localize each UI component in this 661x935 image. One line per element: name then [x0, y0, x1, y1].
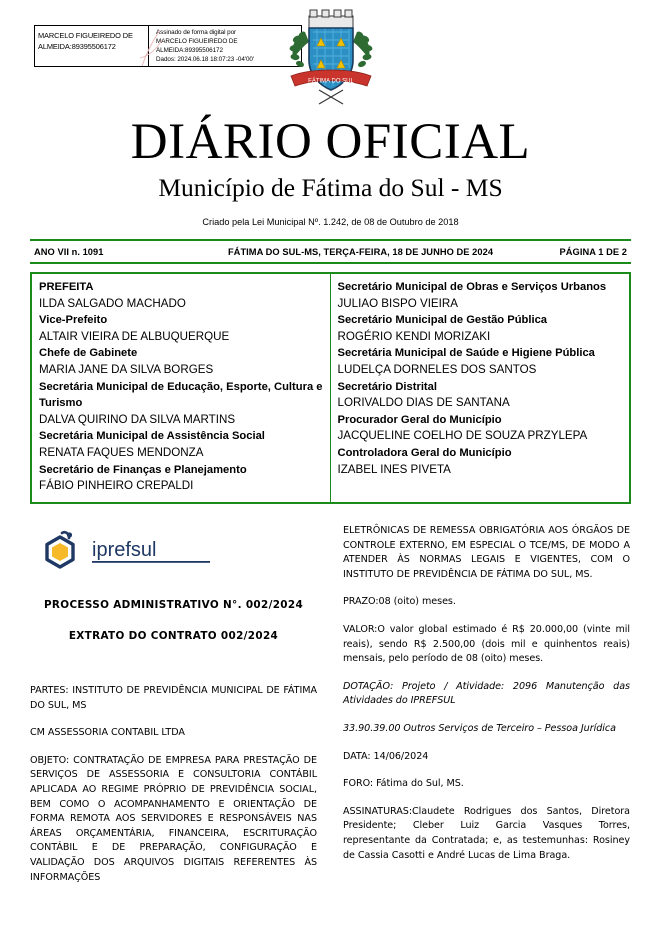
official-person: JULIAO BISPO VIEIRA — [337, 296, 458, 310]
masthead — [30, 114, 631, 229]
official-person: ROGÉRIO KENDI MORIZAKI — [337, 329, 491, 343]
officials-column-left — [32, 274, 331, 502]
official-person: MARIA JANE DA SILVA BORGES — [39, 362, 214, 376]
paragraph-assinaturas: ASSINATURAS:Claudete Rodrigues dos Santos, Diretora Presidente; Cleber Luiz Garcia Vasques Torres, representante da Contratada; e, as testemunhas: Rosiney de Cassia Casotti e André Lucas de Lima Braga. — [343, 805, 630, 861]
official-person: DALVA QUIRINO DA SILVA MARTINS — [39, 412, 236, 426]
municipal-coat-of-arms-icon — [283, 2, 379, 106]
signature-detail-line-1: Assinado de forma digital por — [156, 29, 237, 36]
paragraph-partes: PARTES: INSTITUTO DE PREVIDÊNCIA MUNICIPAL DE FÁTIMA DO SUL, MS — [30, 685, 317, 711]
official-role: Secretária Municipal de Saúde e Higiene Pública — [337, 347, 595, 360]
process-heading — [30, 598, 317, 644]
signature-divider — [148, 26, 149, 66]
process-heading-line-2: EXTRATO DO CONTRATO 002/2024 — [68, 630, 279, 642]
digital-signature-box — [34, 25, 302, 67]
official-person: FÁBIO PINHEIRO CREPALDI — [39, 479, 194, 493]
paragraph-valor: VALOR:O valor global estimado é R$ 20.000,00 (vinte mil reais), sendo R$ 2.500,00 (dois mil e quinhentos reais) mensais, pelo período de 08 (oito) meses. — [343, 623, 630, 665]
official-role: Procurador Geral do Município — [337, 413, 502, 426]
official-role: Secretária Municipal de Assistência Social — [39, 430, 265, 443]
signature-name-line-2: ALMEIDA:89395506172 — [38, 41, 116, 51]
paragraph-prazo: PRAZO:08 (oito) meses. — [343, 596, 456, 608]
paragraph-dotacao: DOTAÇÃO: Projeto / Atividade: 2096 Manutenção das Atividades do IPREFSUL — [343, 680, 630, 707]
crest-ribbon-text: FÁTIMA DO SUL — [307, 78, 354, 85]
signature-detail-line-2: MARCELO FIGUEIREDO DE — [156, 38, 238, 46]
masthead-subtitle: Município de Fátima do Sul - MS — [158, 173, 503, 202]
paragraph-data: DATA: 14/06/2024 — [343, 750, 429, 762]
iprefsul-logo — [30, 524, 317, 582]
officials-column-right — [331, 274, 630, 502]
page-indicator: PÁGINA 1 DE 2 — [559, 246, 627, 257]
official-person: RENATA FAQUES MENDONZA — [39, 445, 204, 459]
official-role: Secretária Municipal de Educação, Esporte, Cultura e Turismo — [39, 380, 323, 410]
official-role: PREFEITA — [39, 281, 94, 293]
iprefsul-hexagon-icon — [38, 529, 84, 577]
paragraph-objeto-continuacao: ELETRÔNICAS DE REMESSA OBRIGATÓRIA AOS ÓRGÃOS DE CONTROLE EXTERNO, EM ESPECIAL O TCE/MS, DE MODO A ATENDER ÀS NORMAS LEGAIS E VIGENTES, COM O INSTITUTO DE PREVIDÊNCIA DE FÁTIMA DO SUL, MS. — [343, 525, 630, 580]
content-column-right — [343, 524, 630, 898]
official-person: ALTAIR VIEIRA DE ALBUQUERQUE — [39, 329, 230, 343]
official-role: Secretário Distrital — [337, 380, 437, 393]
official-person: IZABEL INES PIVETA — [337, 462, 451, 476]
iprefsul-wordmark-text: iprefsul — [92, 539, 157, 561]
signature-detail-line-4: Dados: 2024.06.18 18:07:23 -04'00' — [156, 56, 255, 64]
content-column-left — [30, 524, 317, 898]
iprefsul-wordmark — [92, 536, 212, 570]
official-role: Chefe de Gabinete — [39, 347, 138, 360]
paragraph-elemento-despesa: 33.90.39.00 Outros Serviços de Terceiro – Pessoa Jurídica — [343, 722, 616, 734]
official-role: Secretário Municipal de Gestão Pública — [337, 314, 548, 327]
paragraph-foro: FORO: Fátima do Sul, MS. — [343, 778, 464, 790]
content-columns — [30, 524, 631, 898]
official-person: LORIVALDO DIAS DE SANTANA — [337, 396, 510, 410]
official-role: Controladora Geral do Município — [337, 446, 512, 459]
official-person: LUDELÇA DORNELES DOS SANTOS — [337, 362, 537, 376]
signature-detail-line-3: ALMEIDA:89395506172 — [156, 47, 223, 55]
signature-signer-name — [35, 26, 150, 66]
page-header — [30, 0, 631, 110]
issue-info-bar — [30, 239, 631, 264]
page-title: DIÁRIO OFICIAL — [130, 114, 531, 170]
process-heading-line-1: PROCESSO ADMINISTRATIVO N°. 002/2024 — [43, 599, 304, 611]
masthead-law-line: Criado pela Lei Municipal Nº. 1.242, de 08 de Outubro de 2018 — [202, 217, 459, 227]
signature-details — [156, 26, 254, 66]
official-role: Vice-Prefeito — [39, 314, 108, 327]
official-role: Secretário Municipal de Obras e Serviços Urbanos — [337, 281, 607, 293]
official-role: Secretário de Finanças e Planejamento — [39, 463, 247, 476]
official-person: ILDA SALGADO MACHADO — [39, 296, 186, 310]
official-person: JACQUELINE COELHO DE SOUZA PRZYLEPA — [337, 429, 588, 443]
issue-year-number: ANO VII n. 1091 — [34, 246, 104, 257]
officials-directory-box — [30, 272, 631, 504]
issue-city-date: FÁTIMA DO SUL-MS, TERÇA-FEIRA, 18 DE JUNHO DE 2024 — [227, 246, 494, 257]
paragraph-contratada: CM ASSESSORIA CONTABIL LTDA — [30, 727, 185, 739]
paragraph-objeto: OBJETO: CONTRATAÇÃO DE EMPRESA PARA PRESTAÇÃO DE SERVIÇOS DE ASSESSORIA E CONSULTORIA CONTÁBIL APLICADA AO REGIME PRÓPRIO DE PREVIDÊNCIA SOCIAL, BEM COMO O ACOMPANHAMENTO E ORIENTAÇÃO DE FORMA REMOTA AOS SERVIDORES E RESPONSÁVEIS NAS ÁREAS ORÇAMENTÁRIA, FINANCEIRA, ESCRITURAÇÃO CONTÁBIL E DE PREPARAÇÃO, CONFIGURAÇÃO E VALIDAÇÃO DOS ARQUIVOS DIGITAIS REFERENTES ÀS INFORMAÇÕES — [30, 754, 317, 883]
signature-name-line-1: MARCELO FIGUEIREDO DE — [38, 31, 133, 40]
